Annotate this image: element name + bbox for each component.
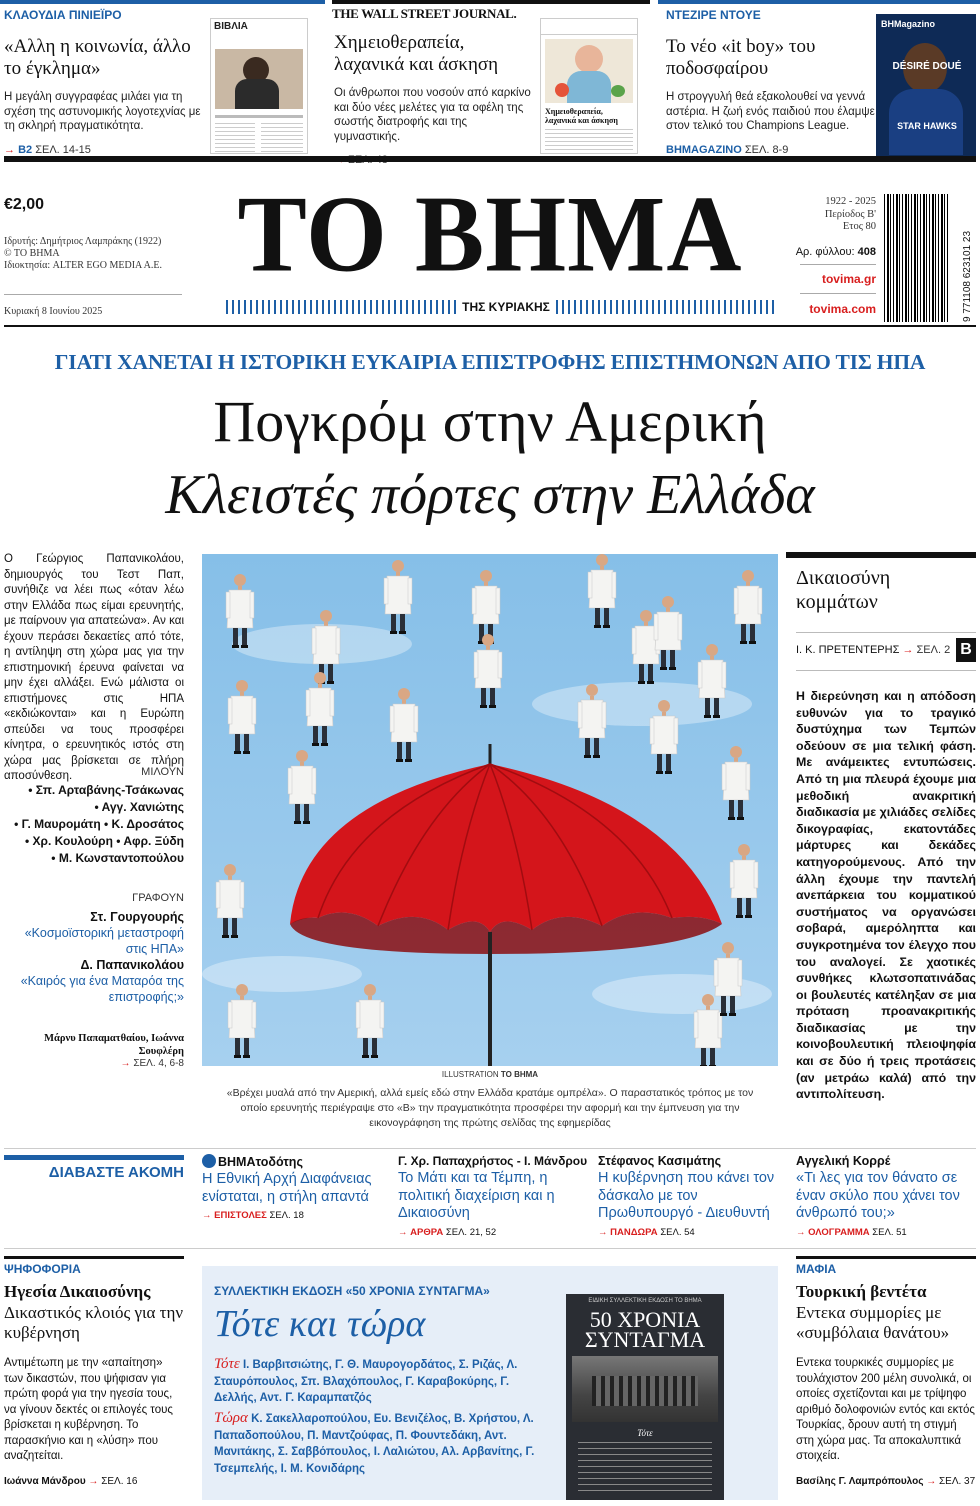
lead-pages[interactable]: → ΣΕΛ. 4, 6-8 bbox=[120, 1058, 184, 1069]
vote-byline[interactable]: Ιωάννα Μάνδρου → ΣΕΛ. 16 bbox=[4, 1476, 138, 1487]
teaser-2[interactable] bbox=[334, 0, 534, 160]
price: €2,00 bbox=[4, 196, 45, 213]
vote-title[interactable]: Ηγεσία Δικαιοσύνης bbox=[4, 1282, 151, 1301]
teaser-title[interactable]: Χημειοθεραπεία, λαχανικά και άσκηση bbox=[334, 32, 499, 75]
editorial-rule bbox=[786, 552, 976, 558]
imprint: Ιδρυτής: Δημήτριος Λαμπράκης (1922) © ΤΟ ΒΗΜΑ Ιδιοκτησία: ALTER EGO MEDIA A.E. bbox=[4, 236, 162, 271]
teaser-label: ΝΤΕΖΙΡΕ ΝΤΟΥΕ bbox=[666, 8, 876, 22]
section-rule bbox=[796, 1256, 976, 1259]
cover-subtitle: Τότε bbox=[637, 1428, 653, 1438]
readmore-text: «Τι λες για τον θάνατο σε έναν σκύλο που χάνει τον άνθρωπό του;» bbox=[796, 1170, 960, 1221]
wsj-logo: THE WALL STREET JOURNAL. bbox=[332, 6, 517, 21]
issue-date: Κυριακή 8 Ιουνίου 2025 bbox=[4, 306, 103, 317]
readmore-author: Γ. Χρ. Παπαχρήστος - Ι. Μάνδρου bbox=[398, 1154, 588, 1168]
headline-main[interactable]: Πογκρόμ στην Αμερική bbox=[213, 389, 767, 454]
mafia-subtitle: Εντεκα συμμορίες με «συμβόλαια θανάτου» bbox=[796, 1303, 950, 1342]
barcode-number: 9 771108 623101 23 bbox=[962, 230, 973, 322]
teaser-bottom-rule bbox=[4, 156, 976, 162]
collector-then: Τότε Ι. Βαρβιτσιώτης, Γ. Θ. Μαυρογορδάτος, Σ. Ριζάς, Λ. Σταυρόπουλος, Σπ. Βλαχόπουλος, Γ. Καραβοκύρης, Γ. Δελλής, Αντ. Γ. Καραμπατζός bbox=[214, 1356, 518, 1404]
mafia-text: Εντεκα τουρκικές συμμορίες με τουλάχιστον 200 μέλη συνολικά, οι οποίες σχετίζονται και με τρίψηφο αριθμό δολοφονιών εντός και εκτός Τουρκίας, δρουν αυτή τη στιγμή στη χώρα μας. Τα αποκαλυπτικά στοιχεία. bbox=[796, 1357, 975, 1462]
teaser-body: Οι άνθρωποι που νοσούν από καρκίνο και δύο νέες μελέτες για τα οφέλη της σωστής διατροφής και της γυμναστικής. bbox=[334, 87, 531, 143]
teaser-ref: BHMAGAZINO ΣΕΛ. 8-9 bbox=[666, 143, 789, 156]
site-link[interactable]: tovima.com bbox=[809, 302, 876, 316]
vote-label: ΨΗΦΟΦΟΡΙΑ bbox=[4, 1262, 81, 1276]
teaser-body: Η μεγάλη συγγραφέας μιλάει για τη σχέση της αστυνομικής λογοτεχνίας με τη σκληρή πραγματικότητα. bbox=[4, 91, 201, 132]
illustration-umbrella-rain bbox=[202, 554, 778, 1066]
cover-photo bbox=[572, 1356, 718, 1422]
cover-title: 50 ΧΡΟΝΙΑ ΣΥΝΤΑΓΜΑ bbox=[584, 1307, 706, 1352]
thumb-name: DÉSIRÉ DOUÉ bbox=[892, 61, 962, 72]
vote-text: Αντιμέτωπη με την «απαίτηση» των δικαστών, που ψήφισαν για πρώτη φορά για την ηγεσία τους, να γίνουν δεκτές οι επιλογές τους βρίσκεται η κυβέρνηση. Το παρασκήνιο και η «λύση» που αναζητείται. bbox=[4, 1357, 173, 1462]
speak-label: ΜΙΛΟΥΝ bbox=[141, 766, 184, 778]
thumb-title: Χημειοθεραπεία, λαχανικά και άσκηση bbox=[545, 107, 618, 125]
section-rule bbox=[4, 1256, 184, 1259]
masthead-title[interactable]: ΤΟ ΒΗΜΑ bbox=[237, 174, 743, 295]
write-label: ΓΡΑΦΟΥΝ bbox=[132, 892, 184, 904]
teaser-3[interactable] bbox=[666, 0, 876, 160]
illustration-caption: «Βρέχει μυαλά από την Αμερική, αλλά εμείς εδώ στην Ελλάδα κρατάμε ομπρέλα». Ο παραστατικός τρόπος με τον οποίο ερευνητής περιέγραψε στο «Β» την πραγματικότητα προσφέρει την αφορμή και την έμπνευση για την εικονογράφηση της πρώτης σελίδας της εφημερίδας bbox=[226, 1087, 754, 1129]
collector-cover[interactable] bbox=[566, 1294, 724, 1500]
headline-kicker: ΓΙΑΤΙ ΧΑΝΕΤΑΙ Η ΙΣΤΟΡΙΚΗ ΕΥΚΑΙΡΙΑ ΕΠΙΣΤΡΟΦΗΣ ΕΠΙΣΤΗΜΟΝΩΝ ΑΠΟ ΤΙΣ ΗΠΑ bbox=[54, 350, 926, 374]
masthead-stripes-right bbox=[556, 300, 778, 314]
editorial-author[interactable]: Ι. Κ. ΠΡΕΤΕΝΤΕΡΗΣ → ΣΕΛ. 2 bbox=[796, 644, 951, 656]
divider bbox=[800, 264, 876, 265]
section-badge: Β bbox=[956, 638, 976, 662]
writers-list: Στ. Γουργουρής «Κοσμοϊστορική μεταστροφή στις ΗΠΑ» Δ. Παπανικολάου «Καιρός για ένα Ματαρόα της επιστροφής;» bbox=[20, 910, 184, 1004]
readmore-ref: → ΕΠΙΣΤΟΛΕΣ ΣΕΛ. 18 bbox=[202, 1210, 304, 1221]
readmore-text: Η κυβέρνηση που κάνει τον δάσκαλο με τον Πρωθυπουργό - Διευθυντή bbox=[598, 1170, 775, 1221]
teaser-thumbnail-books[interactable] bbox=[210, 18, 308, 154]
readmore-text: Η Εθνική Αρχή Διαφάνειας ενίσταται, η στήλη απαντά bbox=[202, 1171, 372, 1205]
edition-info: 1922 - 2025 Περίοδος Β' Ετος 80 bbox=[824, 196, 876, 232]
illustration-credit: ILLUSTRATION ΤΟ ΒΗΜΑ bbox=[441, 1070, 539, 1079]
teaser-thumbnail-wsj[interactable] bbox=[540, 18, 638, 154]
collector-title[interactable]: Τότε και τώρα bbox=[214, 1303, 426, 1345]
teaser-title[interactable]: Το νέο «it boy» του ποδοσφαίρου bbox=[666, 36, 816, 79]
readmore-label: ΔΙΑΒΑΣΤΕ ΑΚΟΜΗ bbox=[48, 1164, 184, 1181]
teaser-ref: → Β2 ΣΕΛ. 14-15 bbox=[4, 143, 91, 156]
mafia-title[interactable]: Τουρκική βεντέτα bbox=[796, 1282, 927, 1301]
editorial-text: Η διερεύνηση και η απόδοση ευθυνών για το τραγικό δυστύχημα των Τεμπών οδεύουν σε μια τελική φάση. Με ανάμεικτες εντυπώσεις. Από τη μια πλευρά έχουμε μια μεθοδική ανακριτική διαδικασία με χιλιάδες σελίδες δικογραφίας, εκατοντάδες μάρτυρες και δεκάδες κατηγορούμενους. Από την άλλη έχουμε την παντελή ανεπάρκεια του κομματικού συστήματος να οργανώσει σοβαρά, αμερόληπτα και συγκροτημένα τον έλεγχο που του αναλογεί. Σε χαοτικές συνθήκες κλωτσοπατινάδας οι βουλευτές κατέληξαν σε μια πρόταση προανακριτικής διαδικασίας με την κοινοβουλευτική πλειοψηφία και σε δύο ή τρεις προτάσεις (αν μετράω καλά) από την αντιπολίτευση. bbox=[796, 689, 976, 1102]
thumb-label: ΒΙΒΛΙΑ bbox=[214, 21, 248, 32]
headline-sub[interactable]: Κλειστές πόρτες στην Ελλάδα bbox=[165, 464, 815, 526]
mafia-byline[interactable]: Βασίλης Γ. Λαμπρόπουλος → ΣΕΛ. 37 bbox=[796, 1476, 976, 1487]
vote-subtitle: Δικαστικός κλοιός για την κυβέρνηση bbox=[4, 1303, 184, 1342]
divider bbox=[4, 1248, 976, 1249]
divider bbox=[800, 293, 876, 294]
readmore-item[interactable] bbox=[598, 1154, 778, 1238]
teaser-label: ΚΛΑΟΥΔΙΑ ΠΙΝΙΕΪΡΟ bbox=[4, 8, 204, 22]
divider bbox=[796, 632, 976, 633]
masthead-rule bbox=[4, 325, 976, 327]
readmore-author: ΒΗΜΑτοδότης bbox=[202, 1154, 382, 1169]
divider bbox=[796, 670, 976, 671]
barcode-number-box bbox=[950, 194, 976, 322]
lead-byline: Μάρνυ Παπαματθαίου, Ιωάννα Σουφλέρη bbox=[44, 1033, 184, 1057]
readmore-item[interactable] bbox=[398, 1154, 588, 1238]
masthead-stripes-left bbox=[226, 300, 456, 314]
editorial-title[interactable]: Δικαιοσύνη κομμάτων bbox=[796, 567, 891, 613]
readmore-rule bbox=[4, 1155, 184, 1160]
collector-now: Τώρα Κ. Σακελλαροπούλου, Ευ. Βενιζέλος, Β. Χρήστου, Λ. Παπαδοπούλου, Π. Μαντζούφας, Π. Φουντεδάκη, Αντ. Μανιτάκης, Σ. Σαββόπουλος, Ι. Λαλιώτου, Αλ. Αρβανίτης, Γ. Τσεμπελής, Ι. Μ. Κονιδάρης bbox=[214, 1410, 535, 1475]
thumb-photo bbox=[545, 39, 633, 103]
readmore-item[interactable] bbox=[202, 1154, 382, 1221]
columnist-icon bbox=[202, 1154, 216, 1168]
readmore-author: Στέφανος Κασιμάτης bbox=[598, 1154, 722, 1168]
teaser-body: Η στρογγυλή θεά εξακολουθεί να γεννά αστέρια. Η ζωή ενός παιδιού που έλαμψε στον τελικό του Champions League. bbox=[666, 91, 875, 132]
cover-top: ΕΙΔΙΚΗ ΣΥΛΛΕΚΤΙΚΗ ΕΚΔΟΣΗ ΤΟ ΒΗΜΑ bbox=[588, 1298, 702, 1304]
collector-label: ΣΥΛΛΕΚΤΙΚΗ ΕΚΔΟΣΗ «50 ΧΡΟΝΙΑ ΣΥΝΤΑΓΜΑ» bbox=[214, 1284, 490, 1298]
readmore-ref: → ΟΛΟΓΡΑΜΜΑ ΣΕΛ. 51 bbox=[796, 1226, 907, 1238]
readmore-ref: → ΠΑΝΔΩΡΑ ΣΕΛ. 54 bbox=[598, 1226, 695, 1238]
mafia-label: ΜΑΦΙΑ bbox=[796, 1262, 837, 1276]
readmore-ref: → ΑΡΘΡΑ ΣΕΛ. 21, 52 bbox=[398, 1226, 497, 1238]
thumb-sub: STAR HAWKS bbox=[897, 121, 957, 131]
lead-text: Ο Γεώργιος Παπανικολάου, δημιουργός του Τεστ Παπ, συνήθιζε να λέει πως «όταν λέω στην Ελλάδα πως είμαι ερευνητής, με παίρνουν για απατεώνα». Αν και έχουν περάσει δεκαετίες από τότε, η αντίληψη στη χώρα μας για την επιστημονική έρευνα φαίνεται να μην έχει αλλάξει. Ενώ μάλιστα οι επιστήμονες στις ΗΠΑ «εκδιώκονται» και η Ευρώπη σπεύδει να τους προσφέρει κίνητρα, ο ερευνητικός ιστός στη χώρα μας βρίσκεται σε πλήρη αποσύνθεση. bbox=[4, 553, 184, 782]
thumb-photo bbox=[215, 49, 303, 109]
speakers-list: • Σπ. Αρταβάνης-Τσάκωνας • Αγγ. Χανιώτης • Γ. Μαυρομάτη • Κ. Δροσάτος • Χρ. Κουλούρη • Αφρ. Ξύδη • Μ. Κωνσταντοπούλου bbox=[14, 783, 184, 865]
readmore-text: Το Μάτι και τα Τέμπη, η πολιτική διαχείριση και η Δικαιοσύνη bbox=[398, 1170, 555, 1221]
readmore-author: Αγγελική Κορρέ bbox=[796, 1154, 891, 1168]
thumb-label: BHMagazino bbox=[881, 19, 935, 29]
masthead-subtitle: ΤΗΣ ΚΥΡΙΑΚΗΣ bbox=[462, 300, 550, 314]
teaser-thumbnail-magazine[interactable] bbox=[876, 14, 976, 156]
site-link[interactable]: tovima.gr bbox=[821, 272, 876, 286]
readmore-item[interactable] bbox=[796, 1154, 976, 1238]
teaser-title[interactable]: «Αλλη η κοινωνία, άλλο το έγκλημα» bbox=[4, 36, 191, 79]
issue-number: Αρ. φύλλου: 408 bbox=[795, 246, 876, 258]
divider bbox=[4, 1148, 976, 1149]
teaser-1[interactable] bbox=[4, 0, 204, 160]
barcode bbox=[884, 194, 950, 322]
divider bbox=[4, 294, 182, 295]
